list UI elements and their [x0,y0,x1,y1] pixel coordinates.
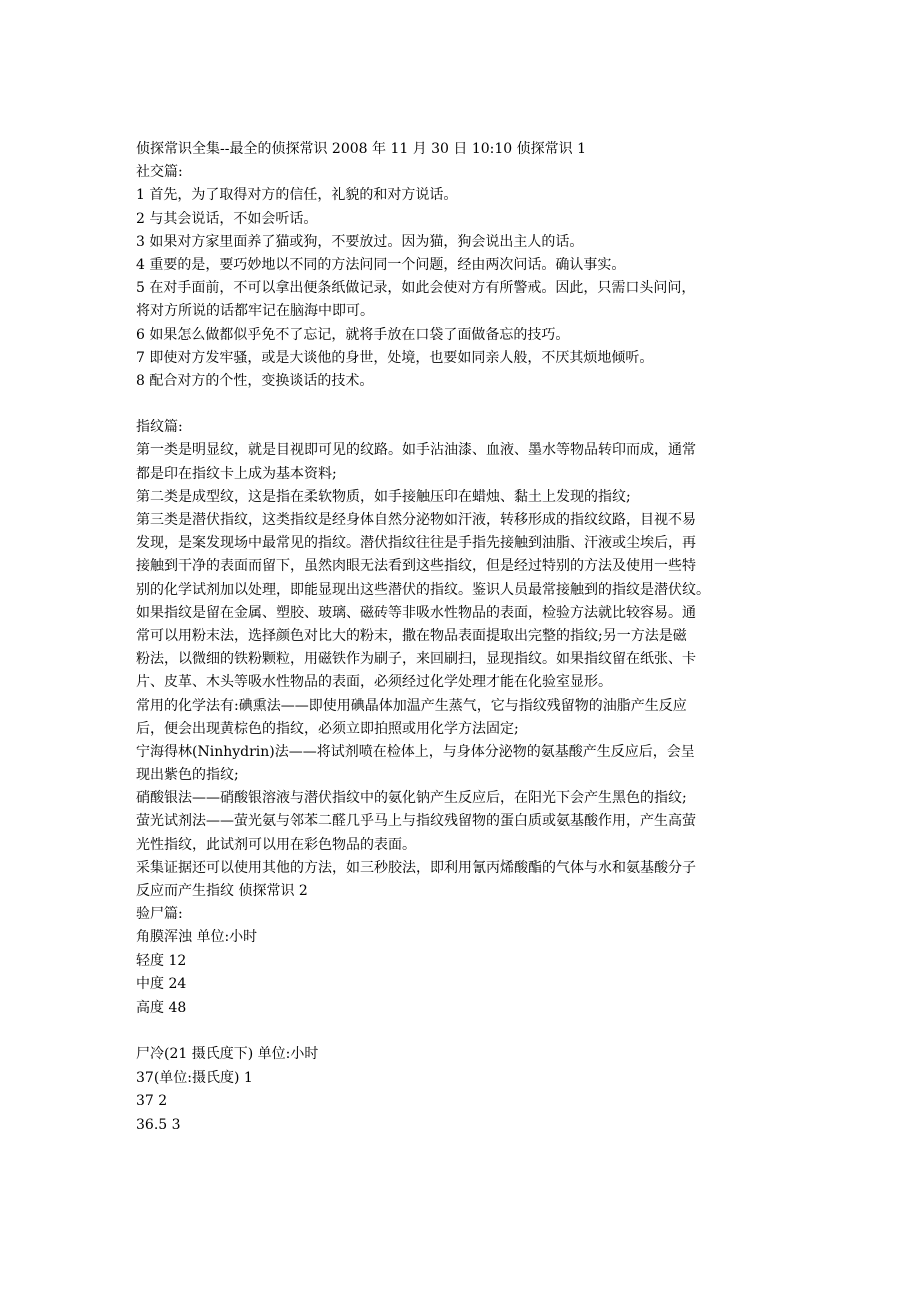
text-line: 第一类是明显纹，就是目视即可见的纹路。如手沾油漆、血液、墨水等物品转印而成，通常 [136,442,696,459]
text-line: 第二类是成型纹，这是指在柔软物质，如手接触压印在蜡烛、黏土上发现的指纹; [136,488,631,505]
text-line: 常可以用粉末法，选择颜色对比大的粉末，撒在物品表面提取出完整的指纹;另一方法是磁 [136,627,687,644]
text-line: 片、皮革、木头等吸水性物品的表面，必须经过化学处理才能在化验室显形。 [136,674,612,691]
blank-line [136,1020,788,1043]
text-line: 萤光试剂法——萤光氨与邻苯二醛几乎马上与指纹残留物的蛋白质或氨基酸作用，产生高萤 [136,813,696,830]
text-line: 宁海得林(Ninhydrin)法——将试剂喷在检体上，与身体分泌物的氨基酸产生反应后，会呈 [136,743,695,760]
table-row: 高度 48 [136,999,187,1016]
text-line: 光性指纹，此试剂可以用在彩色物品的表面。 [136,836,416,853]
section-heading-autopsy: 验尸篇: [136,906,183,923]
text-line: 都是印在指纹卡上成为基本资料; [136,465,337,482]
text-line: 接触到干净的表面而留下，虽然肉眼无法看到这些指纹，但是经过特别的方法及使用一些特 [136,558,696,575]
text-line: 如果指纹是留在金属、塑胶、玻璃、磁砖等非吸水性物品的表面，检验方法就比较容易。通 [136,604,696,621]
table-row: 中度 24 [136,976,187,993]
table-row: 37(单位:摄氏度) 1 [136,1069,253,1086]
text-line: 常用的化学法有:碘熏法——即使用碘晶体加温产生蒸气，它与指纹残留物的油脂产生反应 [136,697,687,714]
text-line: 5 在对手面前，不可以拿出便条纸做记录，如此会使对方有所警戒。因此，只需口头问问， [136,280,696,297]
text-line: 现出紫色的指纹; [136,767,239,784]
text-line: 反应而产生指纹 侦探常识 2 [136,883,308,899]
table-row: 轻度 12 [136,952,187,969]
document-title-line: 侦探常识全集--最全的侦探常识 2008 年 11 月 30 日 10:10 侦探常识 1 [136,141,587,157]
text-line: 3 如果对方家里面养了猫或狗，不要放过。因为猫，狗会说出主人的话。 [136,233,584,250]
text-line: 硝酸银法——硝酸银溶液与潜伏指纹中的氨化钠产生反应后，在阳光下会产生黑色的指纹; [136,790,687,807]
table-heading-corneal-opacity: 角膜浑浊 单位:小时 [136,929,258,946]
document-page [136,138,788,1137]
text-line: 粉法，以微细的铁粉颗粒，用磁铁作为刷子，来回刷扫，显现指纹。如果指纹留在纸张、卡 [136,651,696,668]
text-line: 将对方所说的话都牢记在脑海中即可。 [136,303,374,320]
blank-line [136,393,788,416]
text-line: 8 配合对方的个性，变换谈话的技术。 [136,372,374,389]
table-row: 37 2 [136,1093,168,1110]
text-line: 6 如果怎么做都似乎免不了忘记，就将手放在口袋了面做备忘的技巧。 [136,326,570,343]
text-line: 1 首先，为了取得对方的信任，礼貌的和对方说话。 [136,187,458,204]
text-line: 7 即使对方发牢骚，或是大谈他的身世，处境，也要如同亲人般，不厌其烦地倾听。 [136,349,654,366]
text-line: 第三类是潜伏指纹，这类指纹是经身体自然分泌物如汗液，转移形成的指纹纹路，目视不易 [136,512,696,528]
text-line: 别的化学试剂加以处理，即能显现出这些潜伏的指纹。鉴识人员最常接触到的指纹是潜伏纹。 [136,581,710,598]
table-row: 36.5 3 [136,1116,181,1133]
text-line: 发现，是案发现场中最常见的指纹。潜伏指纹往往是手指先接触到油脂、汗液或尘埃后，再 [136,535,696,552]
text-line: 后，便会出现黄棕色的指纹，必须立即拍照或用化学方法固定; [136,720,519,737]
text-line: 采集证据还可以使用其他的方法，如三秒胶法，即利用氰丙烯酸酯的气体与水和氨基酸分子 [136,859,696,876]
text-line: 2 与其会说话，不如会听话。 [136,210,318,227]
section-heading-fingerprint: 指纹篇: [136,419,183,436]
section-heading-social: 社交篇: [136,164,183,181]
text-line: 4 重要的是，要巧妙地以不同的方法问同一个问题，经由两次问话。确认事实。 [136,256,626,273]
table-heading-body-cooling: 尸冷(21 摄氏度下) 单位:小时 [136,1046,319,1063]
